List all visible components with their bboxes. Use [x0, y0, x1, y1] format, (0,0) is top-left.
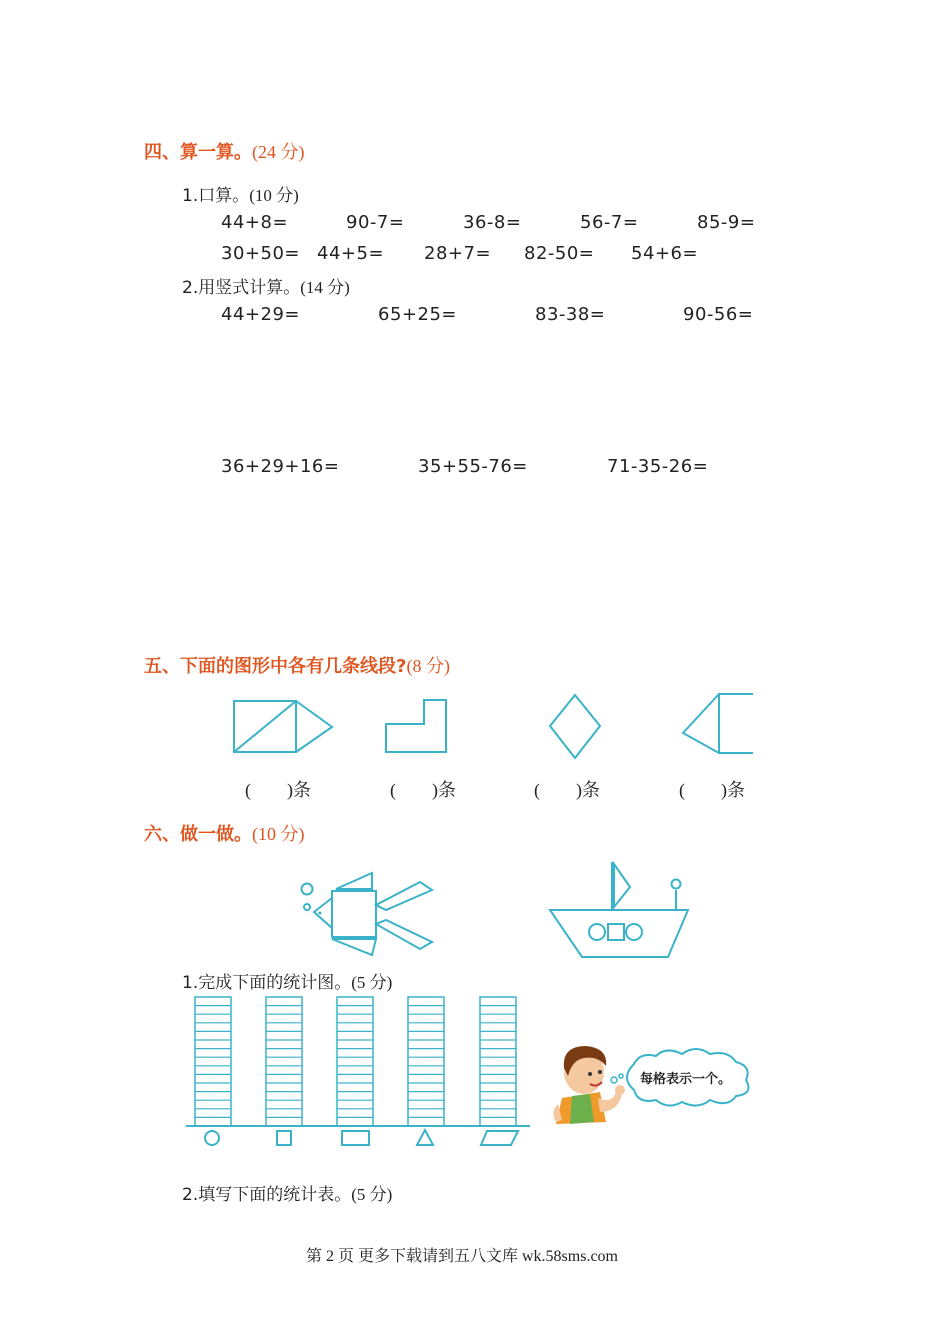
answer-blank[interactable]: ( )条	[679, 780, 745, 800]
vertical-eq: 35+55-76=	[418, 456, 528, 477]
sub-1-label: 1.口算。	[182, 186, 250, 206]
oral-eq: 54+6=	[631, 243, 699, 264]
section-5-label: 五、下面的图形中各有几条线段?	[144, 656, 407, 677]
sub-6-2-points: (5 分)	[351, 1185, 393, 1204]
sub-6-1-points: (5 分)	[351, 973, 393, 992]
sub-1-points: (10 分)	[249, 186, 299, 205]
sub-6-2-label: 2.填写下面的统计表。	[182, 1185, 352, 1205]
vertical-eq: 65+25=	[378, 304, 457, 325]
section-6-points: (10 分)	[252, 824, 305, 844]
oral-eq: 90-7=	[346, 212, 405, 233]
vertical-eq: 36+29+16=	[221, 456, 340, 477]
sub-2-points: (14 分)	[300, 278, 350, 297]
oral-eq: 36-8=	[463, 212, 522, 233]
section-6-label: 六、做一做。	[144, 824, 252, 845]
oral-eq: 30+50=	[221, 243, 300, 264]
vertical-eq: 44+29=	[221, 304, 300, 325]
section-5-points: (8 分)	[406, 656, 450, 676]
answer-blank[interactable]: ( )条	[390, 780, 456, 800]
speech-bubble-text: 每格表示一个。	[640, 1072, 732, 1087]
page-footer: 第 2 页 更多下载请到五八文库 wk.58sms.com	[306, 1248, 619, 1265]
sub-6-2-title	[182, 1180, 392, 1205]
vertical-eq: 71-35-26=	[607, 456, 709, 477]
oral-eq: 56-7=	[580, 212, 639, 233]
answer-blank[interactable]: ( )条	[245, 780, 311, 800]
sub-6-1-label: 1.完成下面的统计图。	[182, 973, 352, 993]
oral-eq: 44+5=	[317, 243, 385, 264]
oral-eq: 28+7=	[424, 243, 492, 264]
answer-blank[interactable]: ( )条	[534, 780, 600, 800]
vertical-eq: 90-56=	[683, 304, 754, 325]
section-4-points: (24 分)	[252, 142, 305, 162]
oral-eq: 85-9=	[697, 212, 756, 233]
section-4-label: 四、算一算。	[144, 142, 252, 163]
oral-eq: 82-50=	[524, 243, 595, 264]
vertical-eq: 83-38=	[535, 304, 606, 325]
oral-eq: 44+8=	[221, 212, 289, 233]
sub-2-label: 2.用竖式计算。	[182, 278, 301, 298]
